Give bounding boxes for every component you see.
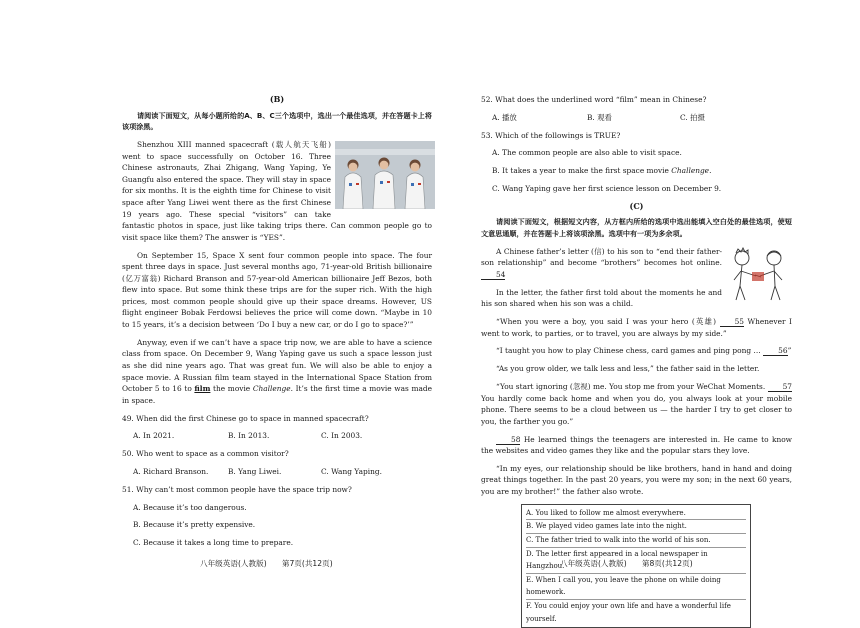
para-3-text-b: the movie [210,384,253,394]
option-b: B. It takes a year to make the first space movie Challenge. [492,166,712,176]
box-option-c: C. The father tried to walk into the world of his son. [526,534,746,548]
box-option-e: E. When I call you, you leave the phone on while doing homework. [526,574,746,600]
para-7-text: He learned things the teenagers are interested in. He came to know the websites and video games they like and the popular stars they love. [481,434,792,456]
option-c: C. In 2003. [321,431,363,441]
passage-b-para-2: On September 15, Space X sent four common people into space. The four spent three days in space. Just several months ago, 71-year-old British billionaire (亿万富翁) Richard Branson and 57-year-old American billionaire Jeff Bezos, both flew into space. But some think these trips are for the super rich. With the high prices, most common people should give up their space dreams. However, US flight engineer Bobak Ferdowsi believes the price will come down. “Maybe in 10 to 15 years, it’s a decision between ‘Do I buy a new car, or do I go to space?’” [122,250,432,330]
blank-56: 56 [763,346,787,356]
handshake-cartoon-image [726,246,792,302]
father-son-cartoon [726,246,792,302]
page-footer-right: 八年级英语(人教版) 第8页(共12页) [560,559,693,568]
question-50-options [133,466,432,478]
passage-c-para-5: “As you grow older, we talk less and less,” the father said in the letter. [496,364,760,374]
question-49: 49. When did the first Chinese go to space in manned spacecraft? [122,413,369,423]
passage-c-para-2: In the letter, the father first told about the moments he and his son shared when his son was a child. [481,287,722,309]
passage-c-para-4 [481,345,792,357]
option-b: B. 观看 [587,112,612,122]
option-c: C. Because it takes a long time to prepare. [133,538,294,548]
question-50: 50. Who went to space as a common visitor? [122,449,289,459]
para-3-text-b: Whenever I went to work, to parties, or to travel, you are always by my side.” [481,317,792,338]
passage-c-para-6 [481,381,792,427]
para-4-text-b: ” [787,346,792,356]
blank-55: 55 [720,317,744,327]
movie-title: Challenge [252,384,291,394]
section-b-label: (B) [269,94,285,104]
section-b-instruction: 请阅读下面短文，从每小题所给的A、B、C三个选项中，选出一个最佳选项，并在答题卡上将该项涂黑。 [122,110,432,132]
passage-b-para-3 [122,337,432,407]
blank-58: 58 [496,435,520,445]
movie-title: Challenge [671,166,710,176]
option-c: C. Wang Yaping gave her first science lesson on December 9. [492,183,722,193]
question-53: 53. Which of the followings is TRUE? [481,130,621,140]
section-c-instruction: 请阅读下面短文，根据短文内容，从方框内所给的选项中选出能填入空白处的最佳选项，使短文意思通顺，并在答题卡上将该项涂黑。选项中有一项为多余项。 [481,217,792,238]
para-4-text-a: “I taught you how to play Chinese chess, card games and ping pong … [496,346,761,356]
underlined-word-film: film [194,384,211,394]
option-b: B. Yang Liwei. [228,466,282,476]
option-a: A. Richard Branson. [133,466,209,476]
right-column [481,94,792,628]
page-footer-left: 八年级英语(人教版) 第7页(共12页) [200,559,333,568]
blank-54: 54 [481,270,505,280]
box-option-d: D. The letter first appeared in a local newspaper in Hangzhou. [526,548,746,574]
para-1-text: A Chinese father’s letter (信) to his son to “end their father-son relationship” and become “brothers” becomes hot online. [481,246,722,268]
passage-c-para-7 [481,434,792,457]
para-3-text-a: “When you were a boy, you said I was your hero (英雄) [496,317,717,326]
box-option-f: F. You could enjoy your own life and have a wonderful life yourself. [526,602,731,623]
option-a: A. In 2021. [133,431,175,441]
option-c: C. 拍摄 [680,112,705,122]
para-6-text-b: You hardly come back home and when you do, you always look at your mobile phone. There seems to be a cloud between us — the harder I try to get closer to you, the farther you go.” [481,393,792,426]
option-a: A. 播放 [492,112,517,122]
blank-57: 57 [768,382,792,392]
box-option-b: B. We played video games late into the night. [526,520,746,534]
question-52-options [492,112,792,124]
question-51: 51. Why can’t most common people have the space trip now? [122,484,352,494]
option-b: B. Because it’s pretty expensive. [133,520,256,530]
passage-b-para-1: Shenzhou XIII manned spacecraft (载人航天飞船) went to space successfully on October 16. Three Chinese astronauts, Zhai Zhigang, Wang Yaping, Ye Guangfu also entered the space. They will stay in space for six months. It is the eighth time for Chinese to visit space after Yang Liwei went there as the first Chinese 19 years ago. These special “visitors” can take fantastic photos in space, just like taking trips there. Can common people go to visit space like them? The answer is “YES”. [122,139,432,242]
section-c-label: (C) [629,200,644,211]
option-b-text: B. It takes a year to make the first space movie [492,166,672,176]
passage-c-para-8: “In my eyes, our relationship should be like brothers, hand in hand and doing great things together. In the past 20 years, you were my son; in the next 60 years, you are my brother!” the father also wrote. [481,463,792,497]
para-3-text-a: Anyway, even if we can’t have a space trip now, we are able to have a science class from space. On December 9, Wang Yaping gave us such a space lesson just as she did nine years ago. That was great fun. We will also be able to enjoy a space movie. A Russian film team stayed in the International Space Station from October 5 to 16 to [122,337,432,394]
passage-c-para-3 [481,316,792,339]
para-3-text-c: . It’s the first time a movie was made in space. [122,384,432,405]
question-49-options [133,430,432,442]
left-column [122,94,432,555]
option-a: A. Because it’s too dangerous. [133,502,247,512]
para-6-text-a: “You start ignoring (忽视) me. You stop me from your WeChat Moments. [496,381,766,391]
option-c: C. Wang Yaping. [321,466,382,476]
astronauts-image [335,141,435,209]
astronauts-photo [335,141,435,209]
question-52: 52. What does the underlined word “film” mean in Chinese? [481,95,707,104]
option-a: A. The common people are also able to visit space. [492,148,682,158]
box-option-a: A. You liked to follow me almost everywhere. [526,507,746,521]
option-b: B. In 2013. [228,431,270,441]
